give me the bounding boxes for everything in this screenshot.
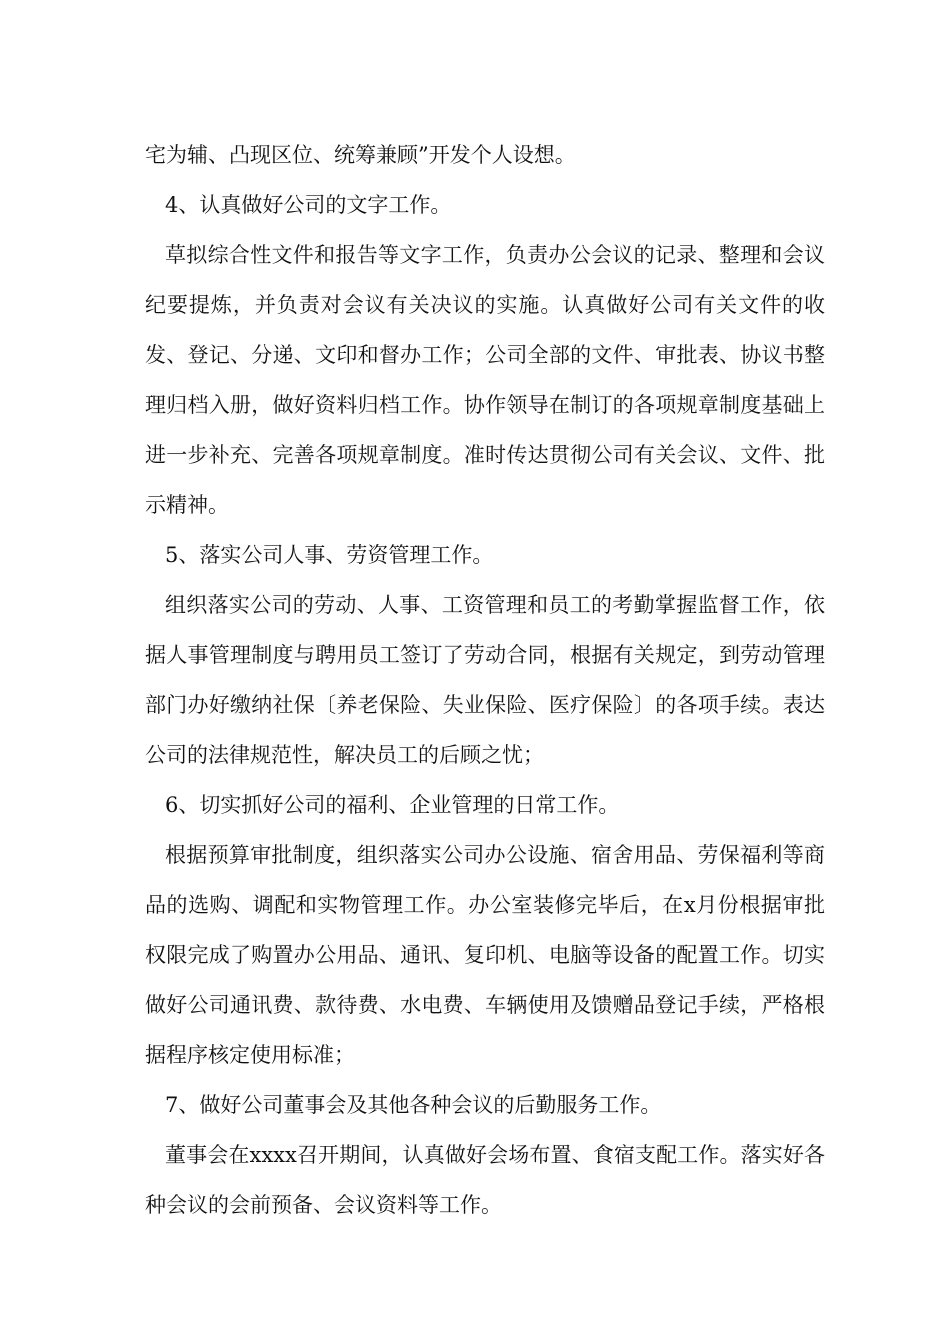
paragraph-personnel: 组织落实公司的劳动、人事、工资管理和员工的考勤掌握监督工作，依据人事管理制度与聘用员工签订了劳动合同，根据有关规定，到劳动管理部门办好缴纳社保〔养老保险、失业保险、医疗保险〕的各项手续。表达公司的法律规范性，解决员工的后顾之忧； — [145, 593, 825, 767]
section-heading-6: 6、切实抓好公司的福利、企业管理的日常工作。 — [165, 793, 620, 817]
document-body — [145, 130, 825, 1230]
paragraph-text-work: 草拟综合性文件和报告等文字工作，负责办公会议的记录、整理和会议纪要提炼，并负责对会议有关决议的实施。认真做好公司有关文件的收发、登记、分递、文印和督办工作；公司全部的文件、审批表、协议书整理归档入册，做好资料归档工作。协作领导在制订的各项规章制度基础上进一步补充、完善各项规章制度。准时传达贯彻公司有关会议、文件、批示精神。 — [145, 243, 825, 517]
paragraph-board-meeting: 董事会在xxxx召开期间，认真做好会场布置、食宿支配工作。落实好各种会议的会前预备、会议资料等工作。 — [145, 1143, 825, 1217]
paragraph-welfare: 根据预算审批制度，组织落实公司办公设施、宿舍用品、劳保福利等商品的选购、调配和实物管理工作。办公室装修完毕后，在x月份根据审批权限完成了购置办公用品、通讯、复印机、电脑等设备的配置工作。切实做好公司通讯费、款待费、水电费、车辆使用及馈赠品登记手续，严格根据程序核定使用标准； — [145, 843, 825, 1067]
section-heading-5: 5、落实公司人事、劳资管理工作。 — [165, 543, 494, 567]
section-heading-4: 4、认真做好公司的文字工作。 — [165, 193, 452, 217]
section-heading-7: 7、做好公司董事会及其他各种会议的后勤服务工作。 — [165, 1093, 662, 1117]
paragraph-continuation: 宅为辅、凸现区位、统筹兼顾”开发个人设想。 — [145, 143, 576, 167]
